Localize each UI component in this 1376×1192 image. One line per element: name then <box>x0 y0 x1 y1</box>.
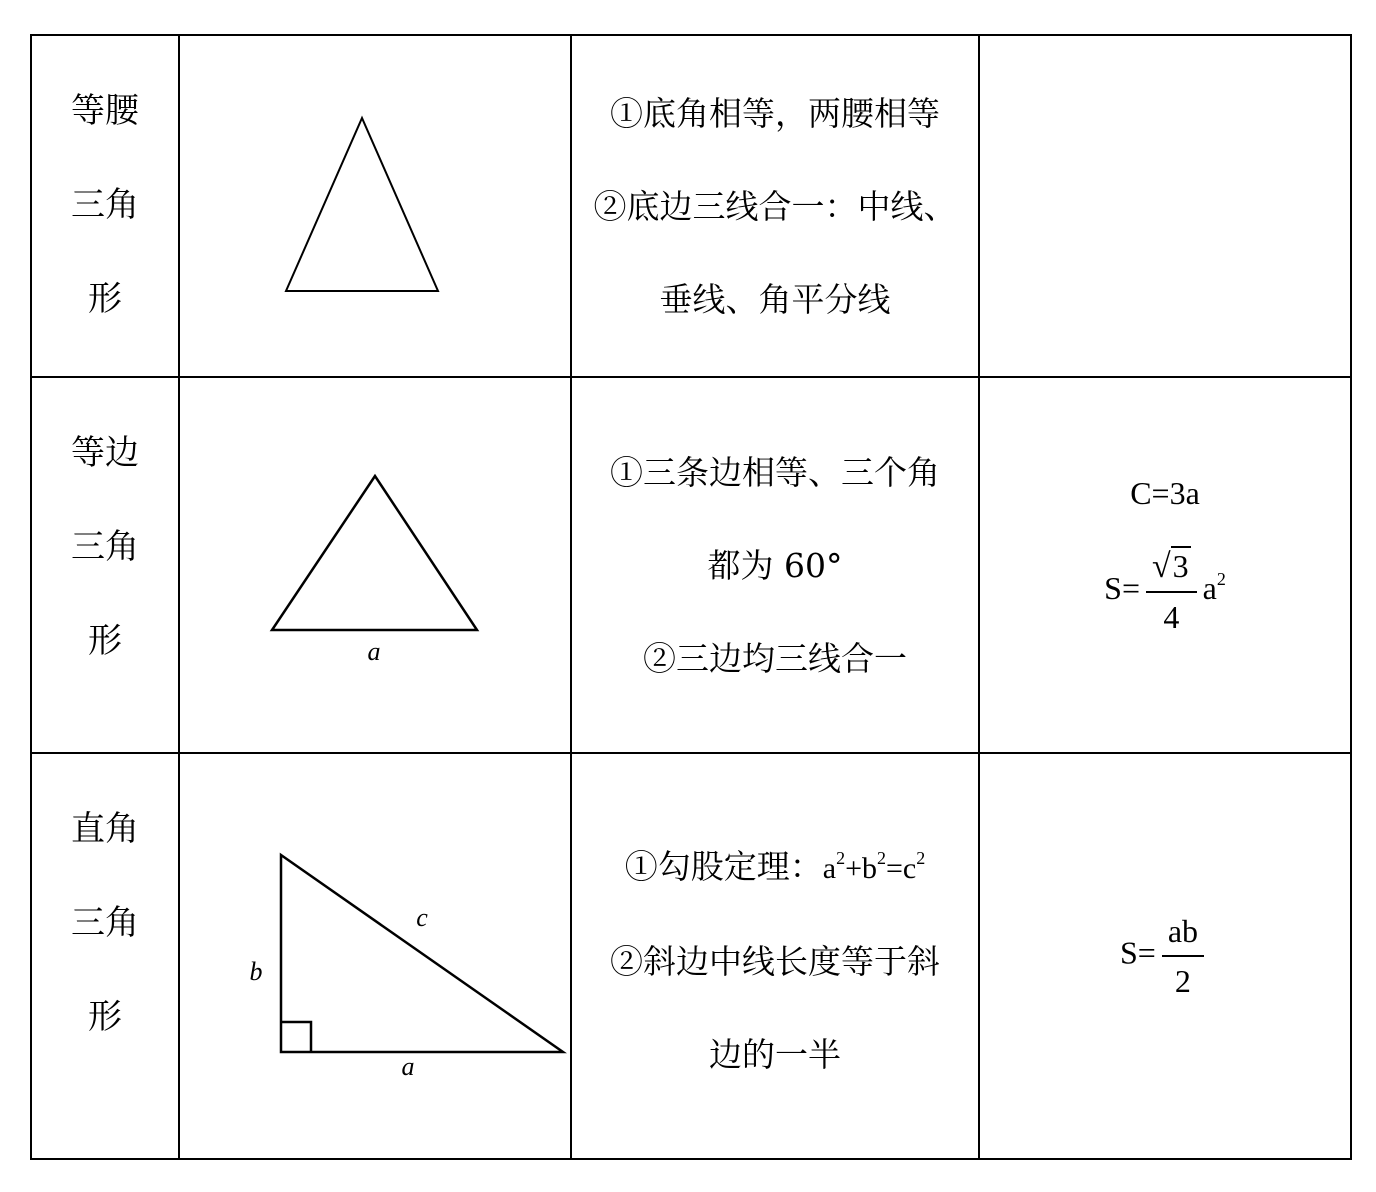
property-line: 都为 60° <box>707 545 843 585</box>
name-cell-equilateral <box>31 377 179 753</box>
fraction-numerator <box>1146 546 1197 593</box>
area-fraction <box>1146 546 1197 637</box>
property-line: 边的一半 <box>709 1034 841 1074</box>
triangle-name: 等腰三角形 <box>71 91 139 319</box>
formula-cell-isosceles <box>979 35 1351 377</box>
formula-cell-equilateral <box>979 377 1351 753</box>
right-angle-marker-icon <box>281 1022 311 1052</box>
pyth-eq: = <box>886 851 903 885</box>
properties-cell-equilateral <box>571 377 979 753</box>
triangle-properties-table <box>30 34 1352 1160</box>
pyth-b: b <box>862 851 877 885</box>
pyth-exp-c: 2 <box>916 847 926 868</box>
pythagoras-intro: ①勾股定理： <box>624 846 823 886</box>
fraction-numerator: ab <box>1162 911 1204 957</box>
right-triangle-figure <box>180 754 572 1158</box>
pyth-c: c <box>902 851 917 885</box>
area-prefix: S= <box>1119 934 1156 971</box>
pyth-plus: + <box>845 851 862 885</box>
area-formula <box>980 546 1350 637</box>
pythagoras-formula <box>822 847 926 885</box>
figure-cell-isosceles <box>179 35 571 377</box>
isosceles-triangle-figure <box>180 36 572 376</box>
side-label-a: a <box>367 637 381 666</box>
pyth-exp-b: 2 <box>877 847 886 868</box>
table-row-right <box>31 753 1351 1159</box>
property-line: 垂线、角平分线 <box>659 279 891 319</box>
triangle-name: 等边三角形 <box>71 433 139 661</box>
pythagoras-line <box>572 812 978 915</box>
property-line: ①底角相等，两腰相等 <box>610 93 940 133</box>
formula-cell-right <box>979 753 1351 1159</box>
pyth-a: a <box>822 851 837 885</box>
table-row-isosceles <box>31 35 1351 377</box>
figure-cell-equilateral <box>179 377 571 753</box>
pyth-exp-a: 2 <box>836 847 846 868</box>
side-label-c: c <box>416 903 428 932</box>
figure-cell-right <box>179 753 571 1159</box>
area-exponent: 2 <box>1216 568 1226 589</box>
perimeter-formula: C=3a <box>1130 475 1200 511</box>
equilateral-triangle-figure <box>180 378 572 752</box>
properties-cell-isosceles <box>571 35 979 377</box>
name-cell-right <box>31 753 179 1159</box>
table-row-equilateral <box>31 377 1351 753</box>
fraction-denominator: 2 <box>1174 963 1191 999</box>
right-triangle-shape <box>281 855 563 1052</box>
property-line: ②斜边中线长度等于斜 <box>610 941 940 981</box>
area-prefix: S= <box>1104 569 1140 606</box>
side-label-a: a <box>401 1052 415 1081</box>
sqrt-icon: √ <box>1151 548 1171 585</box>
property-line: ①三条边相等、三个角 <box>610 452 940 492</box>
area-variable: a <box>1202 569 1217 606</box>
triangle-name: 直角三角形 <box>71 809 139 1037</box>
isosceles-triangle-shape <box>286 118 438 291</box>
fraction-denominator: 4 <box>1163 599 1180 635</box>
side-label-b: b <box>249 957 263 986</box>
name-cell-isosceles <box>31 35 179 377</box>
area-fraction <box>1162 911 1204 1001</box>
property-line: ②三边均三线合一 <box>643 638 907 678</box>
sqrt-radicand: 3 <box>1172 548 1189 584</box>
properties-cell-right <box>571 753 979 1159</box>
area-formula <box>980 911 1350 1001</box>
property-line: ②底边三线合一：中线、 <box>593 186 957 226</box>
equilateral-triangle-shape <box>272 476 477 630</box>
